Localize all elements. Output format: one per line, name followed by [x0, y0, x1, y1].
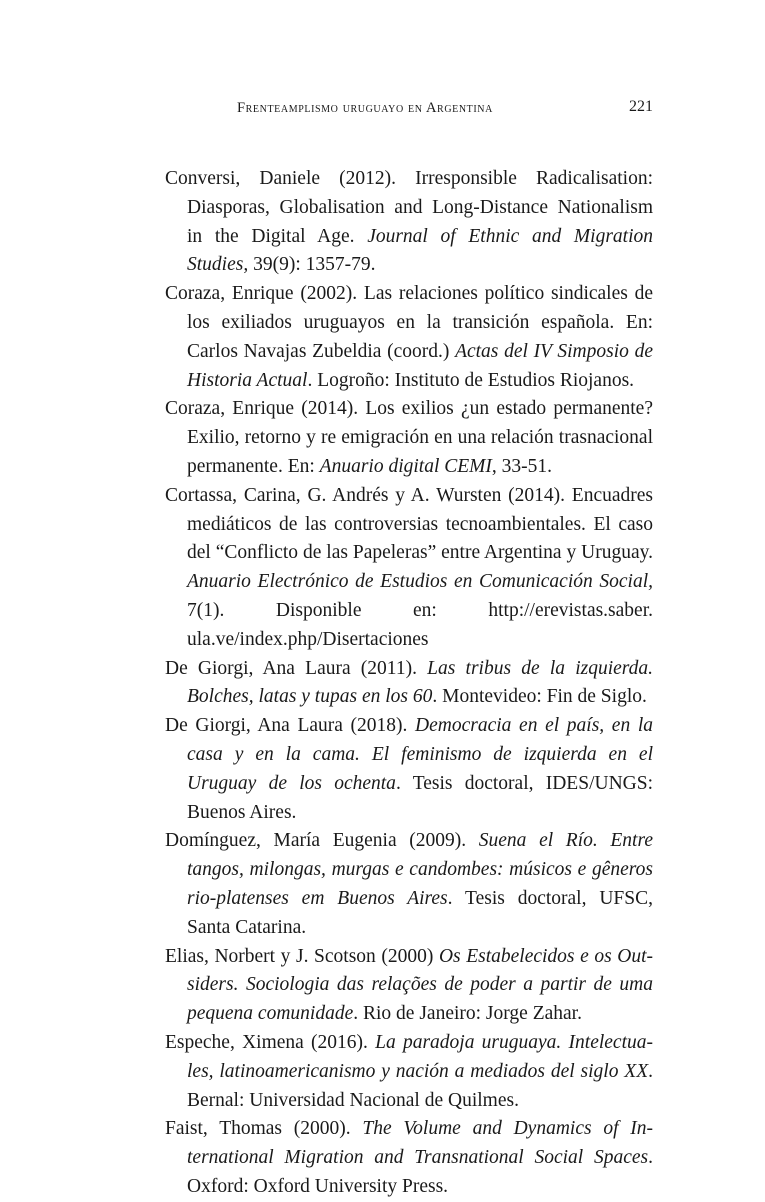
reference-text: . Logroño: Instituto de Estudios Riojanos.: [307, 369, 635, 391]
reference-text: Cortassa, Carina, G. Andrés y A. Wursten (2014). Encuadres mediáticos de las controversias tecnoambientales. El caso del “Conflicto de las Papeleras” entre Argentina y Uruguay.: [165, 484, 653, 564]
reference-entry: [165, 395, 653, 481]
reference-title: Las tribus de la izquierda. Bolches, latas y tupas en los 60: [187, 657, 654, 708]
reference-entry: [165, 827, 653, 942]
reference-entry: [165, 712, 653, 827]
reference-entry: [165, 165, 653, 280]
running-title: Frenteamplismo uruguayo en Argentina: [237, 100, 493, 116]
reference-list: [165, 165, 653, 1202]
reference-entry: [165, 943, 653, 1029]
reference-text: , 33-51.: [491, 455, 553, 477]
reference-text: . Oxford: Oxford University Press.: [187, 1147, 653, 1197]
reference-text: . Rio de Janeiro: Jorge Zahar.: [353, 1003, 582, 1025]
reference-text: 39(9): 1357-79.: [248, 254, 376, 276]
reference-text: Domínguez, María Eugenia (2009).: [165, 830, 479, 852]
reference-text: . Tesis doctoral, IDES/UNGS: Buenos Aires.: [187, 772, 653, 823]
reference-text: Conversi, Daniele (2012). Irresponsible Radicalisation: Diasporas, Globalisation and Long-Distance Nationalism in the Digital Age.: [165, 168, 653, 247]
reference-title: La paradoja uruguaya. Intelectuales, latinoamericanismo y nación a mediados del siglo XX: [187, 1031, 653, 1082]
reference-entry: [165, 1029, 653, 1115]
reference-entry: [165, 280, 653, 395]
reference-entry: [165, 1115, 653, 1201]
reference-text: Faist, Thomas (2000).: [165, 1118, 363, 1140]
reference-text: . Montevideo: Fin de Siglo.: [432, 686, 647, 708]
reference-text: De Giorgi, Ana Laura (2011).: [165, 657, 428, 679]
reference-text: . Tesis doctoral, UFSC, Santa Catarina.: [187, 887, 653, 938]
reference-title: Suena el Río. Entre tangos, milongas, murgas e candombes: músicos e gêneros rio-platenses em Buenos Aires: [187, 830, 653, 909]
reference-text: Coraza, Enrique (2014). Los exilios ¿un estado permanente? Exilio, retorno y re emigración en una relación trasnacional permanente. En:: [165, 398, 653, 477]
reference-text: Elias, Norbert y J. Scotson (2000): [165, 945, 439, 967]
reference-title: Anuario Electrónico de Estudios en Comunicación Social,: [187, 571, 653, 593]
reference-text: 7(1). Disponible en: http://erevistas.saber.​ula.ve/index.php/Disertaciones: [187, 599, 653, 650]
reference-text: Espeche, Ximena (2016).: [165, 1031, 376, 1053]
reference-entry: [165, 482, 653, 655]
reference-title: Democracia en el país, en la casa y en la cama. El feminismo de izquierda en el Uruguay de los ochenta: [187, 715, 653, 794]
reference-title: Os Estabelecidos e os Outsiders. Sociologia das relações de poder a partir de uma pequena comunidade: [187, 945, 653, 1025]
reference-title: Anuario digital CEMI: [319, 455, 492, 477]
reference-text: De Giorgi, Ana Laura (2018).: [165, 715, 416, 737]
reference-title: Journal of Ethnic and Migration Studies,: [187, 225, 653, 276]
reference-title: Actas del IV Simposio de Historia Actual: [187, 340, 653, 391]
page-number: 221: [629, 98, 653, 115]
reference-text: . Bernal: Universidad Nacional de Quilmes.: [187, 1060, 653, 1111]
reference-title: The Volume and Dynamics of International Migration and Transnational Social Spaces: [187, 1118, 653, 1169]
reference-text: Coraza, Enrique (2002). Las relaciones político sindicales de los exiliados uruguayos en la transición española. En: Carlos Navajas Zubeldia (coord.): [165, 283, 653, 362]
running-head: [165, 98, 655, 122]
reference-entry: [165, 655, 653, 713]
